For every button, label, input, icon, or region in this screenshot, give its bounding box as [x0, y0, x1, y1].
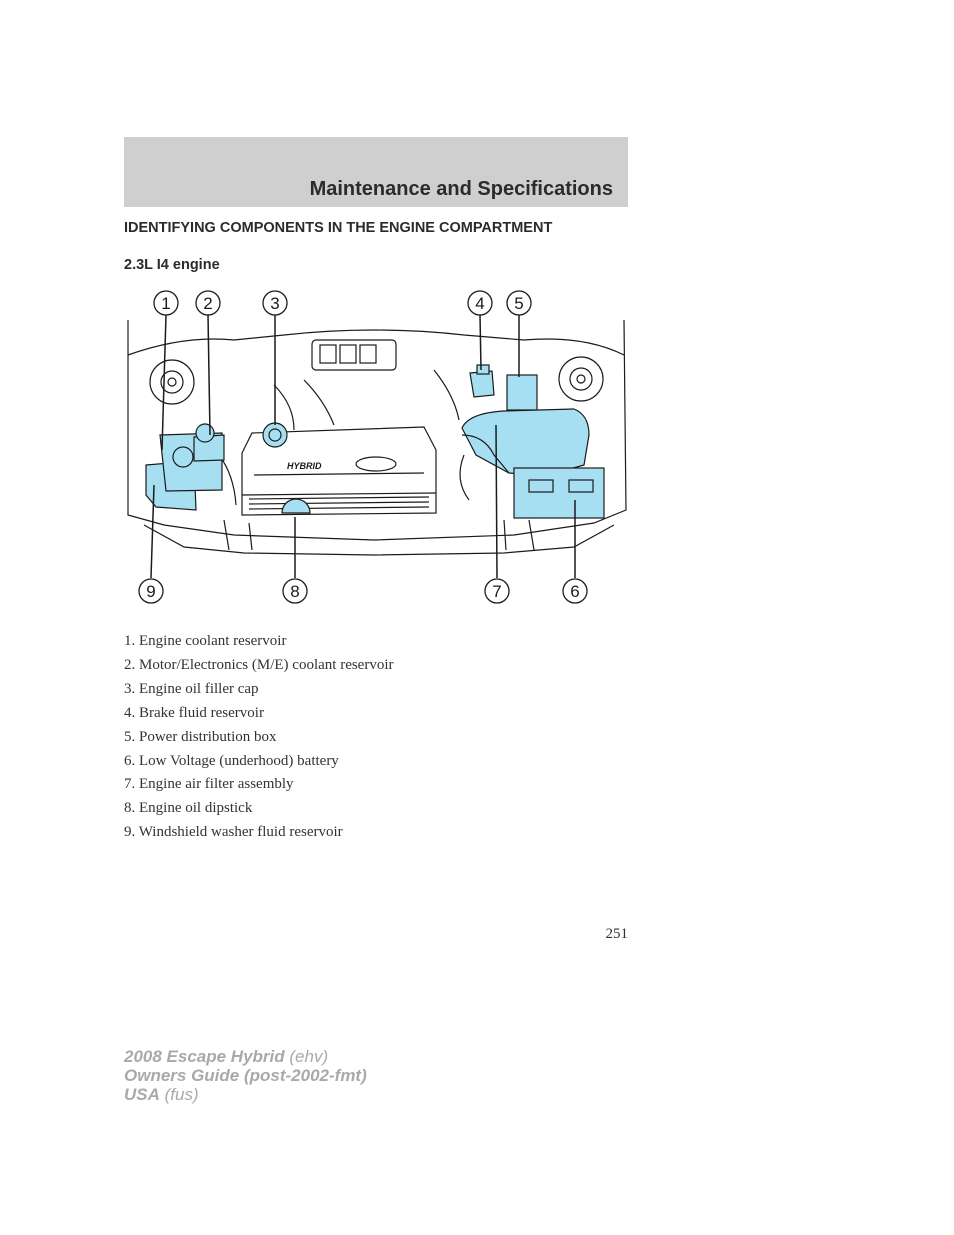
air-filter-assembly: [462, 409, 589, 474]
power-distribution-box: [507, 375, 537, 410]
callout-8: [283, 579, 307, 603]
list-item: 1. Engine coolant reservoir: [124, 633, 287, 649]
page-number: 251: [605, 926, 628, 942]
underhood-battery: [514, 468, 604, 518]
callout-label: 8: [290, 582, 300, 601]
oil-dipstick: [282, 499, 310, 513]
list-item: 9. Windshield washer fluid reservoir: [124, 824, 343, 841]
hood-text: HYBRID: [287, 461, 322, 471]
callout-3: [263, 291, 287, 315]
engine-subheading: 2.3L I4 engine: [124, 257, 220, 273]
callout-label: 7: [492, 582, 502, 601]
page-heading: IDENTIFYING COMPONENTS IN THE ENGINE COMPARTMENT: [124, 220, 553, 236]
section-title: Maintenance and Specifications: [309, 178, 613, 200]
footer-model: 2008 Escape Hybrid: [124, 1047, 285, 1066]
callout-4: [468, 291, 492, 315]
callout-label: 9: [146, 582, 156, 601]
list-item: 4. Brake fluid reservoir: [124, 704, 264, 721]
component-list: [124, 630, 394, 845]
callout-label: 1: [161, 294, 171, 313]
callout-7: [485, 579, 509, 603]
callout-label: 2: [203, 294, 213, 313]
footer-market-code: (fus): [164, 1085, 199, 1104]
callout-6: [563, 579, 587, 603]
document-footer: [124, 1047, 367, 1104]
brake-fluid-reservoir: [470, 371, 494, 397]
callout-1: [154, 291, 178, 315]
list-item: 5. Power distribution box: [124, 728, 277, 745]
callout-label: 5: [514, 294, 524, 313]
callout-5: [507, 291, 531, 315]
list-item: 8. Engine oil dipstick: [124, 800, 253, 817]
list-item: 7. Engine air filter assembly: [124, 776, 294, 793]
callout-label: 6: [570, 582, 580, 601]
callout-9: [139, 579, 163, 603]
footer-guide: Owners Guide (post-2002-fmt): [124, 1066, 367, 1085]
header-band: [124, 137, 628, 207]
list-item: 6. Low Voltage (underhood) battery: [124, 752, 339, 769]
oil-filler-cap: [263, 423, 287, 447]
engine-compartment-diagram: [124, 285, 629, 610]
footer-market: USA: [124, 1085, 160, 1104]
callout-label: 3: [270, 294, 280, 313]
list-item: 2. Motor/Electronics (M/E) coolant reservoir: [124, 656, 394, 673]
callout-2: [196, 291, 220, 315]
footer-model-code: (ehv): [289, 1047, 329, 1066]
list-item: 3. Engine oil filler cap: [124, 680, 259, 697]
callout-label: 4: [475, 294, 485, 313]
